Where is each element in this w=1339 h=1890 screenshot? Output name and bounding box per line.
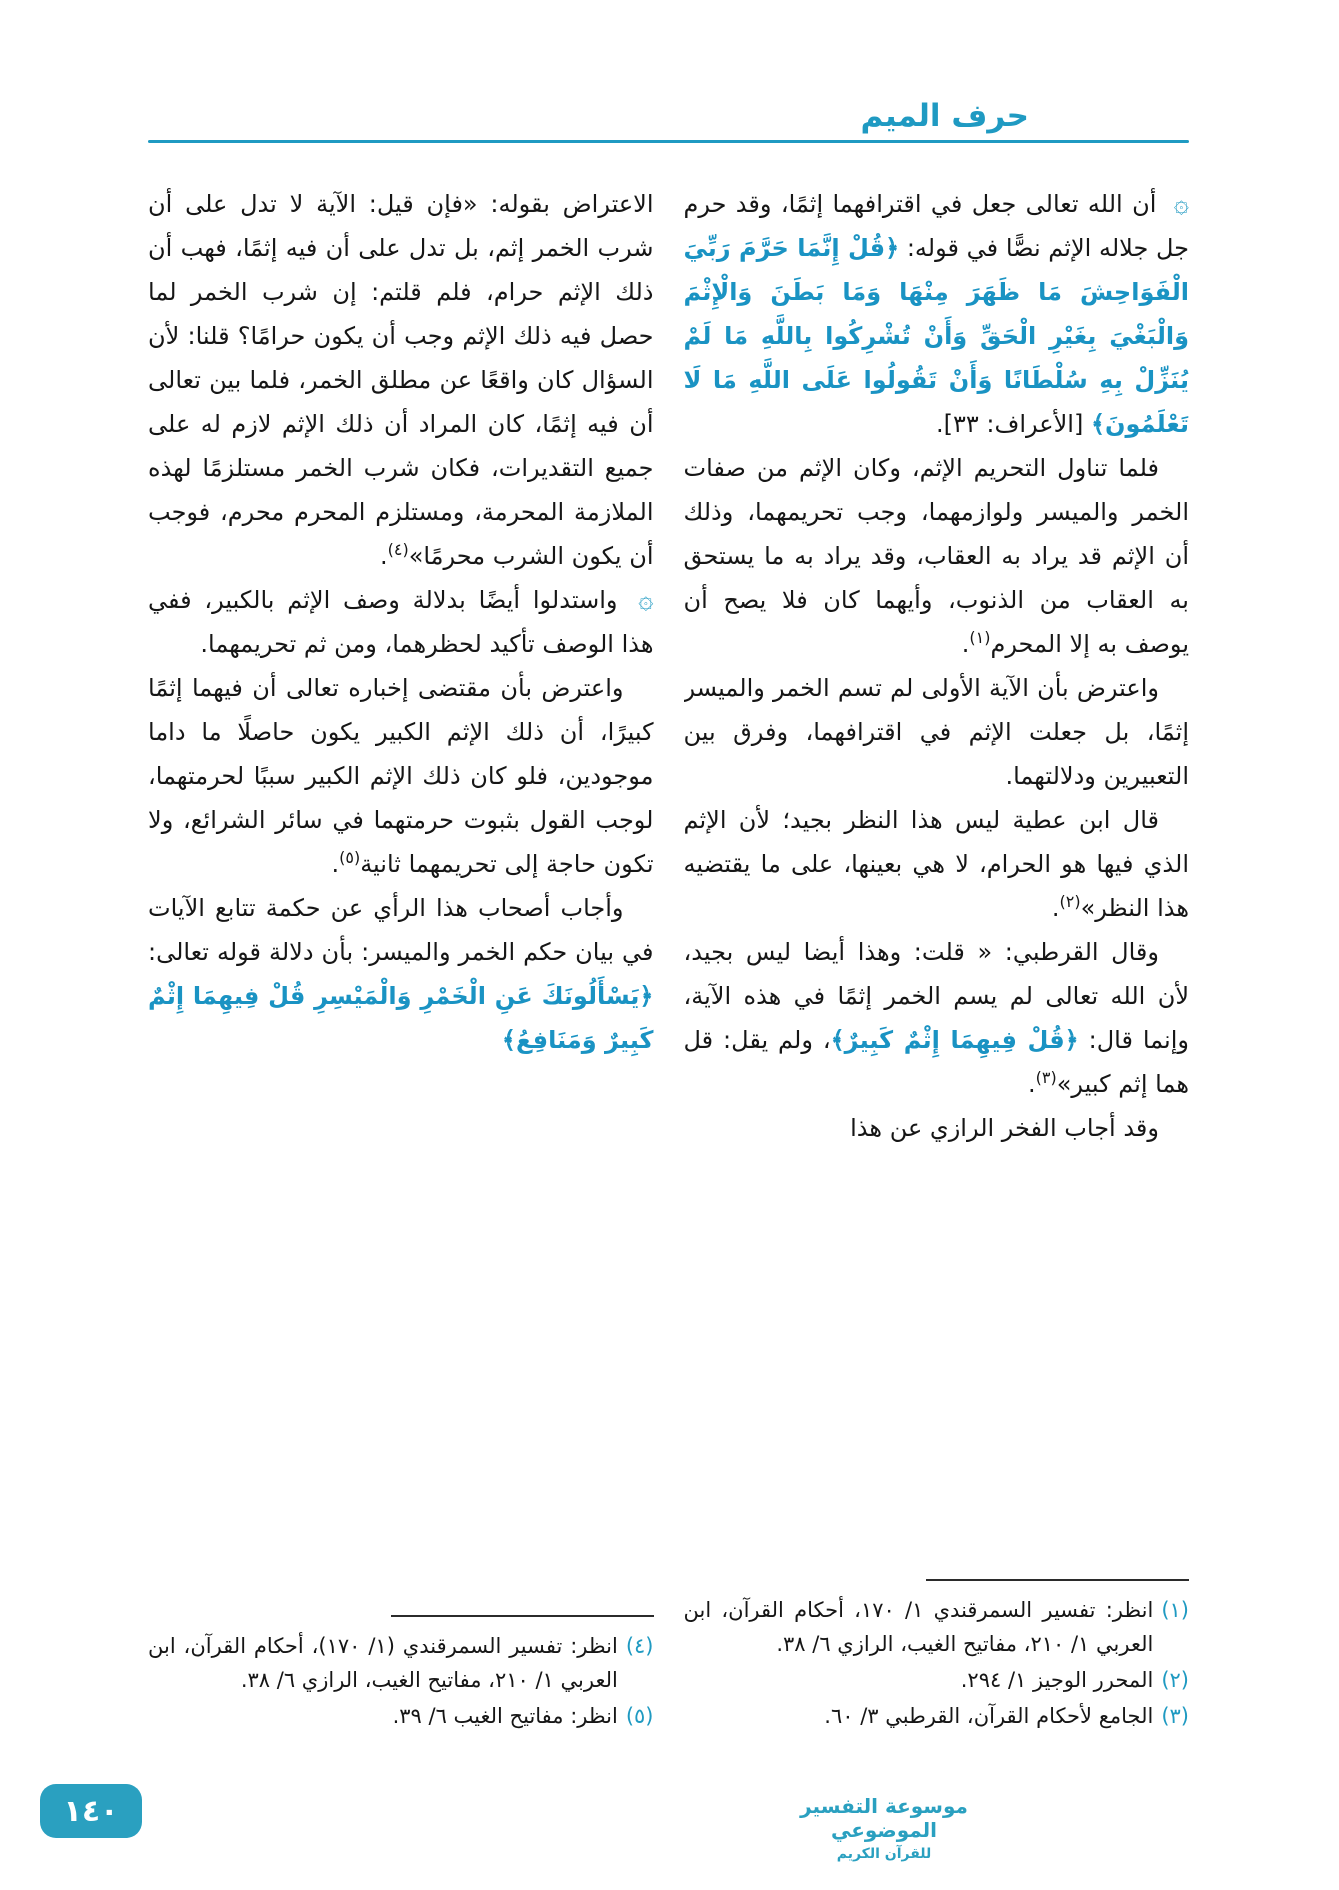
footnote-number: (٣) bbox=[1161, 1704, 1189, 1728]
column-right-text bbox=[684, 182, 1190, 1150]
footnote-text: انظر: تفسير السمرقندي ١/ ١٧٠، أحكام القرآن، ابن العربي ١/ ٢١٠، مفاتيح الغيب، الرازي ٦/ ٣٨. bbox=[683, 1598, 1154, 1656]
publisher-subtitle: للقرآن الكريم bbox=[836, 1846, 932, 1862]
publisher-title: موسوعة التفسير الموضوعي bbox=[800, 1794, 968, 1842]
footnotes-left bbox=[148, 1601, 654, 1735]
column-left-text bbox=[148, 182, 654, 1062]
footnote bbox=[684, 1593, 1190, 1661]
column-right bbox=[684, 182, 1190, 1735]
body-text: أن الله تعالى جعل في اقترافهما إثمًا، وقد حرم جل جلاله الإثم نصًّا في قوله: bbox=[683, 190, 1189, 262]
flower-ornament-icon: ۞ bbox=[638, 585, 654, 615]
paragraph bbox=[684, 182, 1190, 446]
footnote-text: الجامع لأحكام القرآن، القرطبي ٣/ ٦٠. bbox=[824, 1704, 1154, 1728]
paragraph bbox=[684, 930, 1190, 1106]
column-left bbox=[148, 182, 654, 1735]
flower-ornament-icon: ۞ bbox=[1173, 189, 1189, 219]
publisher-calligraphy bbox=[769, 1794, 999, 1862]
footnote-text: انظر: تفسير السمرقندي (١/ ١٧٠)، أحكام القرآن، ابن العربي ١/ ٢١٠، مفاتيح الغيب، الرازي ٦/ ٣٨. bbox=[148, 1634, 618, 1692]
header-rule bbox=[148, 140, 1189, 143]
body-text: فلما تناول التحريم الإثم، وكان الإثم من صفات الخمر والميسر ولوازمهما، وجب تحريمهما، وذلك أن الإثم قد يراد به العقاب، وقد يراد به ما يستحق به العقاب من الذنوب، وأيهما كان فلا يصح أن يوصف به إلا المحرم bbox=[683, 454, 1189, 658]
body-text: واعترض بأن الآية الأولى لم تسم الخمر والميسر إثمًا، بل جعلت الإثم في اقترافهما، وفرق بين التعبيرين ودلالتهما. bbox=[683, 674, 1189, 790]
page-number: ١٤٠ bbox=[63, 1793, 119, 1829]
verse-citation: [الأعراف: ٣٣]. bbox=[935, 410, 1084, 438]
body-text: الاعتراض بقوله: «فإن قيل: الآية لا تدل على أن شرب الخمر إثم، بل تدل على أن فيه إثمًا، فهب أن ذلك الإثم حرام، فلم قلتم: إن شرب الخمر لما حصل فيه ذلك الإثم وجب أن يكون حرامًا؟ قلنا: لأن السؤال كان واقعًا عن مطلق الخمر، فلما بين تعالى أن فيه إثمًا، كان المراد أن ذلك الإثم لازم له على جميع التقديرات، فكان شرب الخمر مستلزمًا لهذه الملازمة المحرمة، ومستلزم المحرم محرم، فوجب أن يكون الشرب محرمًا» bbox=[148, 190, 654, 570]
body-text: . bbox=[1028, 1070, 1036, 1098]
body-text: واعترض بأن مقتضى إخباره تعالى أن فيهما إثمًا كبيرًا، أن ذلك الإثم الكبير يكون حاصلًا ما داما موجودين، فلو كان ذلك الإثم الكبير سببًا لحرمتهما، لوجب القول بثبوت حرمتهما في سائر الشرائع، ولا تكون حاجة إلى تحريمهما ثانية bbox=[148, 674, 654, 878]
body-text: ، ولم يقل: قل هما إثم كبير» bbox=[683, 1026, 1189, 1098]
footnote bbox=[148, 1699, 654, 1733]
footnote-ref: (٢) bbox=[1059, 892, 1081, 911]
footnote-number: (٤) bbox=[625, 1634, 654, 1658]
body-text: . bbox=[1051, 894, 1060, 922]
page-footer bbox=[0, 1740, 1339, 1890]
page-body bbox=[148, 182, 1189, 1735]
footnote-number: (٢) bbox=[1161, 1668, 1189, 1692]
footnote-separator bbox=[391, 1615, 654, 1617]
body-text: وأجاب أصحاب هذا الرأي عن حكمة تتابع الآيات في بيان حكم الخمر والميسر: بأن دلالة قوله تعالى: bbox=[148, 894, 654, 966]
paragraph bbox=[684, 446, 1190, 666]
footnote-ref: (٥) bbox=[339, 848, 361, 867]
body-text: واستدلوا أيضًا بدلالة وصف الإثم بالكبير، ففي هذا الوصف تأكيد لحظرهما، ومن ثم تحريمهما. bbox=[148, 586, 654, 658]
page-number-badge bbox=[40, 1784, 142, 1838]
paragraph bbox=[148, 182, 654, 578]
footnote-separator bbox=[926, 1579, 1189, 1581]
paragraph bbox=[148, 666, 654, 886]
paragraph bbox=[684, 1106, 1190, 1150]
body-text: . bbox=[961, 630, 970, 658]
page-header bbox=[148, 98, 1189, 143]
footnote-ref: (١) bbox=[969, 628, 991, 647]
footnote-ref: (٤) bbox=[387, 540, 409, 559]
footnote bbox=[148, 1629, 654, 1697]
paragraph bbox=[148, 886, 654, 1062]
footnote-ref: (٣) bbox=[1035, 1068, 1057, 1087]
quran-verse: ﴿يَسْأَلُونَكَ عَنِ الْخَمْرِ وَالْمَيْسِرِ قُلْ فِيهِمَا إِثْمٌ كَبِيرٌ وَمَنَافِعُ﴾ bbox=[148, 982, 654, 1054]
paragraph bbox=[148, 578, 654, 666]
footnote-text: انظر: مفاتيح الغيب ٦/ ٣٩. bbox=[392, 1704, 618, 1728]
footnote-text: المحرر الوجيز ١/ ٢٩٤. bbox=[960, 1668, 1154, 1692]
body-text: . bbox=[379, 542, 388, 570]
paragraph bbox=[684, 798, 1190, 930]
footnote-number: (٥) bbox=[625, 1704, 654, 1728]
footnote bbox=[684, 1663, 1190, 1697]
chapter-heading: حرف الميم bbox=[860, 98, 1029, 134]
body-text: . bbox=[331, 850, 340, 878]
footnote bbox=[684, 1699, 1190, 1733]
footnote-number: (١) bbox=[1161, 1598, 1189, 1622]
footnotes-right bbox=[684, 1565, 1190, 1735]
body-text: قال ابن عطية ليس هذا النظر بجيد؛ لأن الإثم الذي فيها هو الحرام، لا هي بعينها، على ما يقتضيه هذا النظر» bbox=[683, 806, 1189, 922]
quran-verse: ﴿قُلْ فِيهِمَا إِثْمٌ كَبِيرٌ﴾ bbox=[830, 1026, 1079, 1054]
body-text: وقال القرطبي: « قلت: وهذا أيضا ليس بجيد، لأن الله تعالى لم يسم الخمر إثمًا في هذه الآية، وإنما قال: bbox=[683, 938, 1189, 1054]
quran-verse: ﴿قُلْ إِنَّمَا حَرَّمَ رَبِّيَ الْفَوَاحِشَ مَا ظَهَرَ مِنْهَا وَمَا بَطَنَ وَالْإِثْمَ وَالْبَغْيَ بِغَيْرِ الْحَقِّ وَأَنْ تُشْرِكُوا بِاللَّهِ مَا لَمْ يُنَزِّلْ بِهِ سُلْطَانًا وَأَنْ تَقُولُوا عَلَى اللَّهِ مَا لَا تَعْلَمُونَ﴾ bbox=[683, 234, 1189, 438]
paragraph bbox=[684, 666, 1190, 798]
body-text: وقد أجاب الفخر الرازي عن هذا bbox=[850, 1114, 1159, 1142]
